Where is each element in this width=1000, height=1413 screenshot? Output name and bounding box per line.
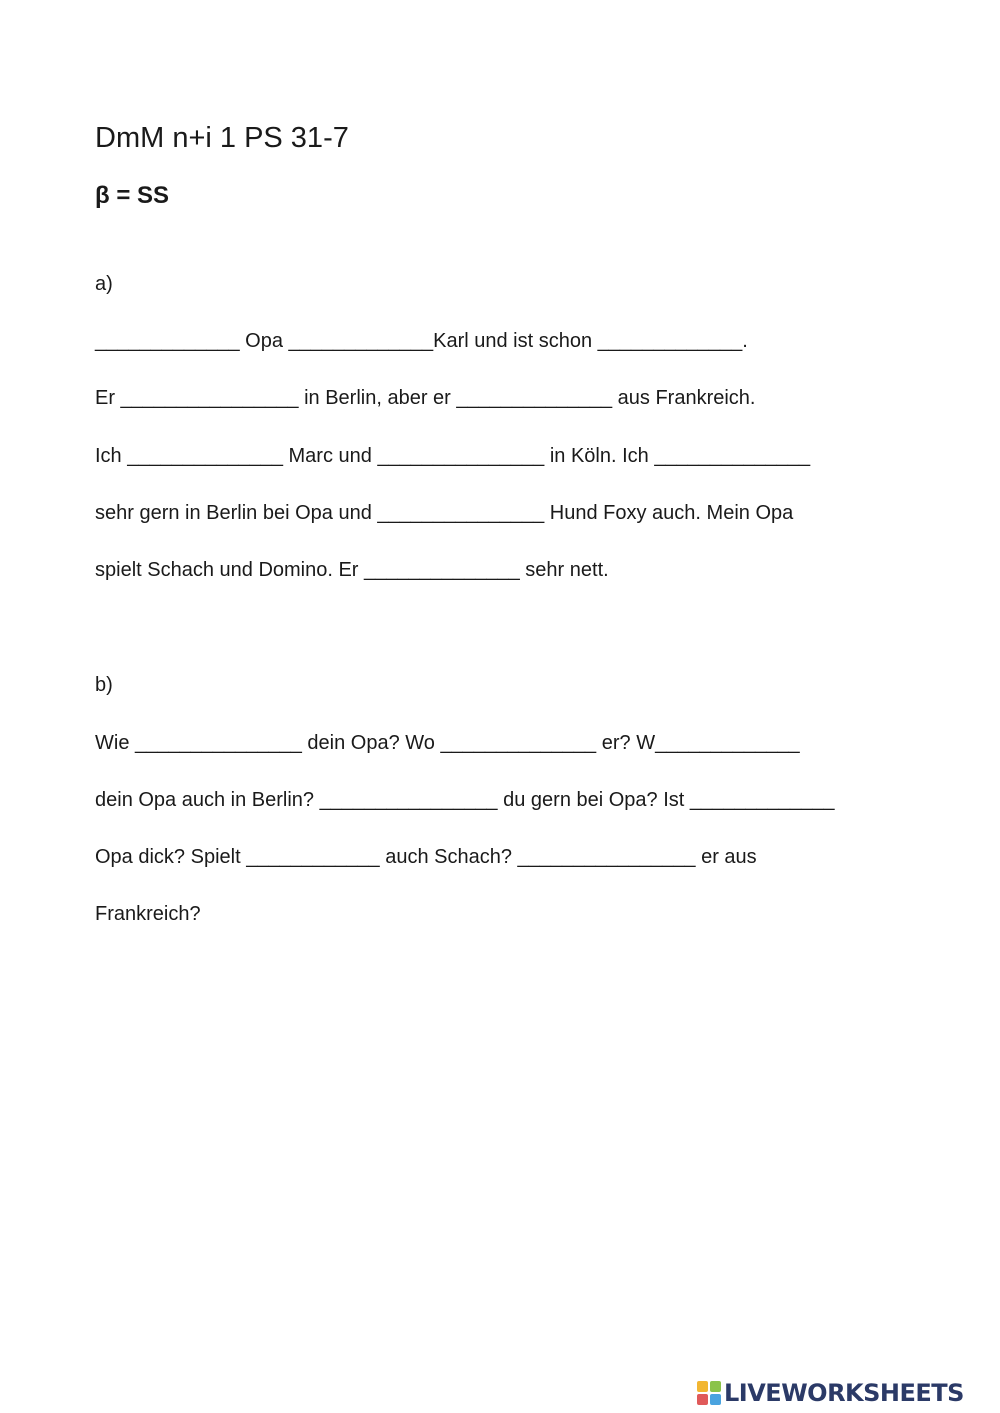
section-a-line-2: Er ________________ in Berlin, aber er ______________ aus Frankreich. [95, 387, 756, 409]
liveworksheets-logo-icon [697, 1381, 721, 1405]
section-b-line-4: Frankreich? [95, 903, 201, 925]
section-b-label: b) [95, 674, 113, 696]
page-subtitle: β = SS [95, 182, 170, 209]
section-b-line-1: Wie _______________ dein Opa? Wo ______________ er? W_____________ [95, 732, 800, 754]
section-a-line-1: _____________ Opa _____________Karl und ist schon _____________. [95, 330, 748, 352]
section-a-label: a) [95, 273, 113, 295]
section-a-line-5: spielt Schach und Domino. Er ______________ sehr nett. [95, 559, 609, 581]
liveworksheets-logo-text: LIVEWORKSHEETS [724, 1379, 964, 1407]
section-b-line-2: dein Opa auch in Berlin? ________________ du gern bei Opa? Ist _____________ [95, 789, 835, 811]
section-b-line-3: Opa dick? Spielt ____________ auch Schach? ________________ er aus [95, 846, 757, 868]
section-a-line-3: Ich ______________ Marc und _______________ in Köln. Ich ______________ [95, 445, 811, 467]
page-title: DmM n+i 1 PS 31-7 [95, 122, 349, 154]
liveworksheets-logo [697, 1380, 964, 1406]
section-a-line-4: sehr gern in Berlin bei Opa und _______________ Hund Foxy auch. Mein Opa [95, 502, 794, 524]
